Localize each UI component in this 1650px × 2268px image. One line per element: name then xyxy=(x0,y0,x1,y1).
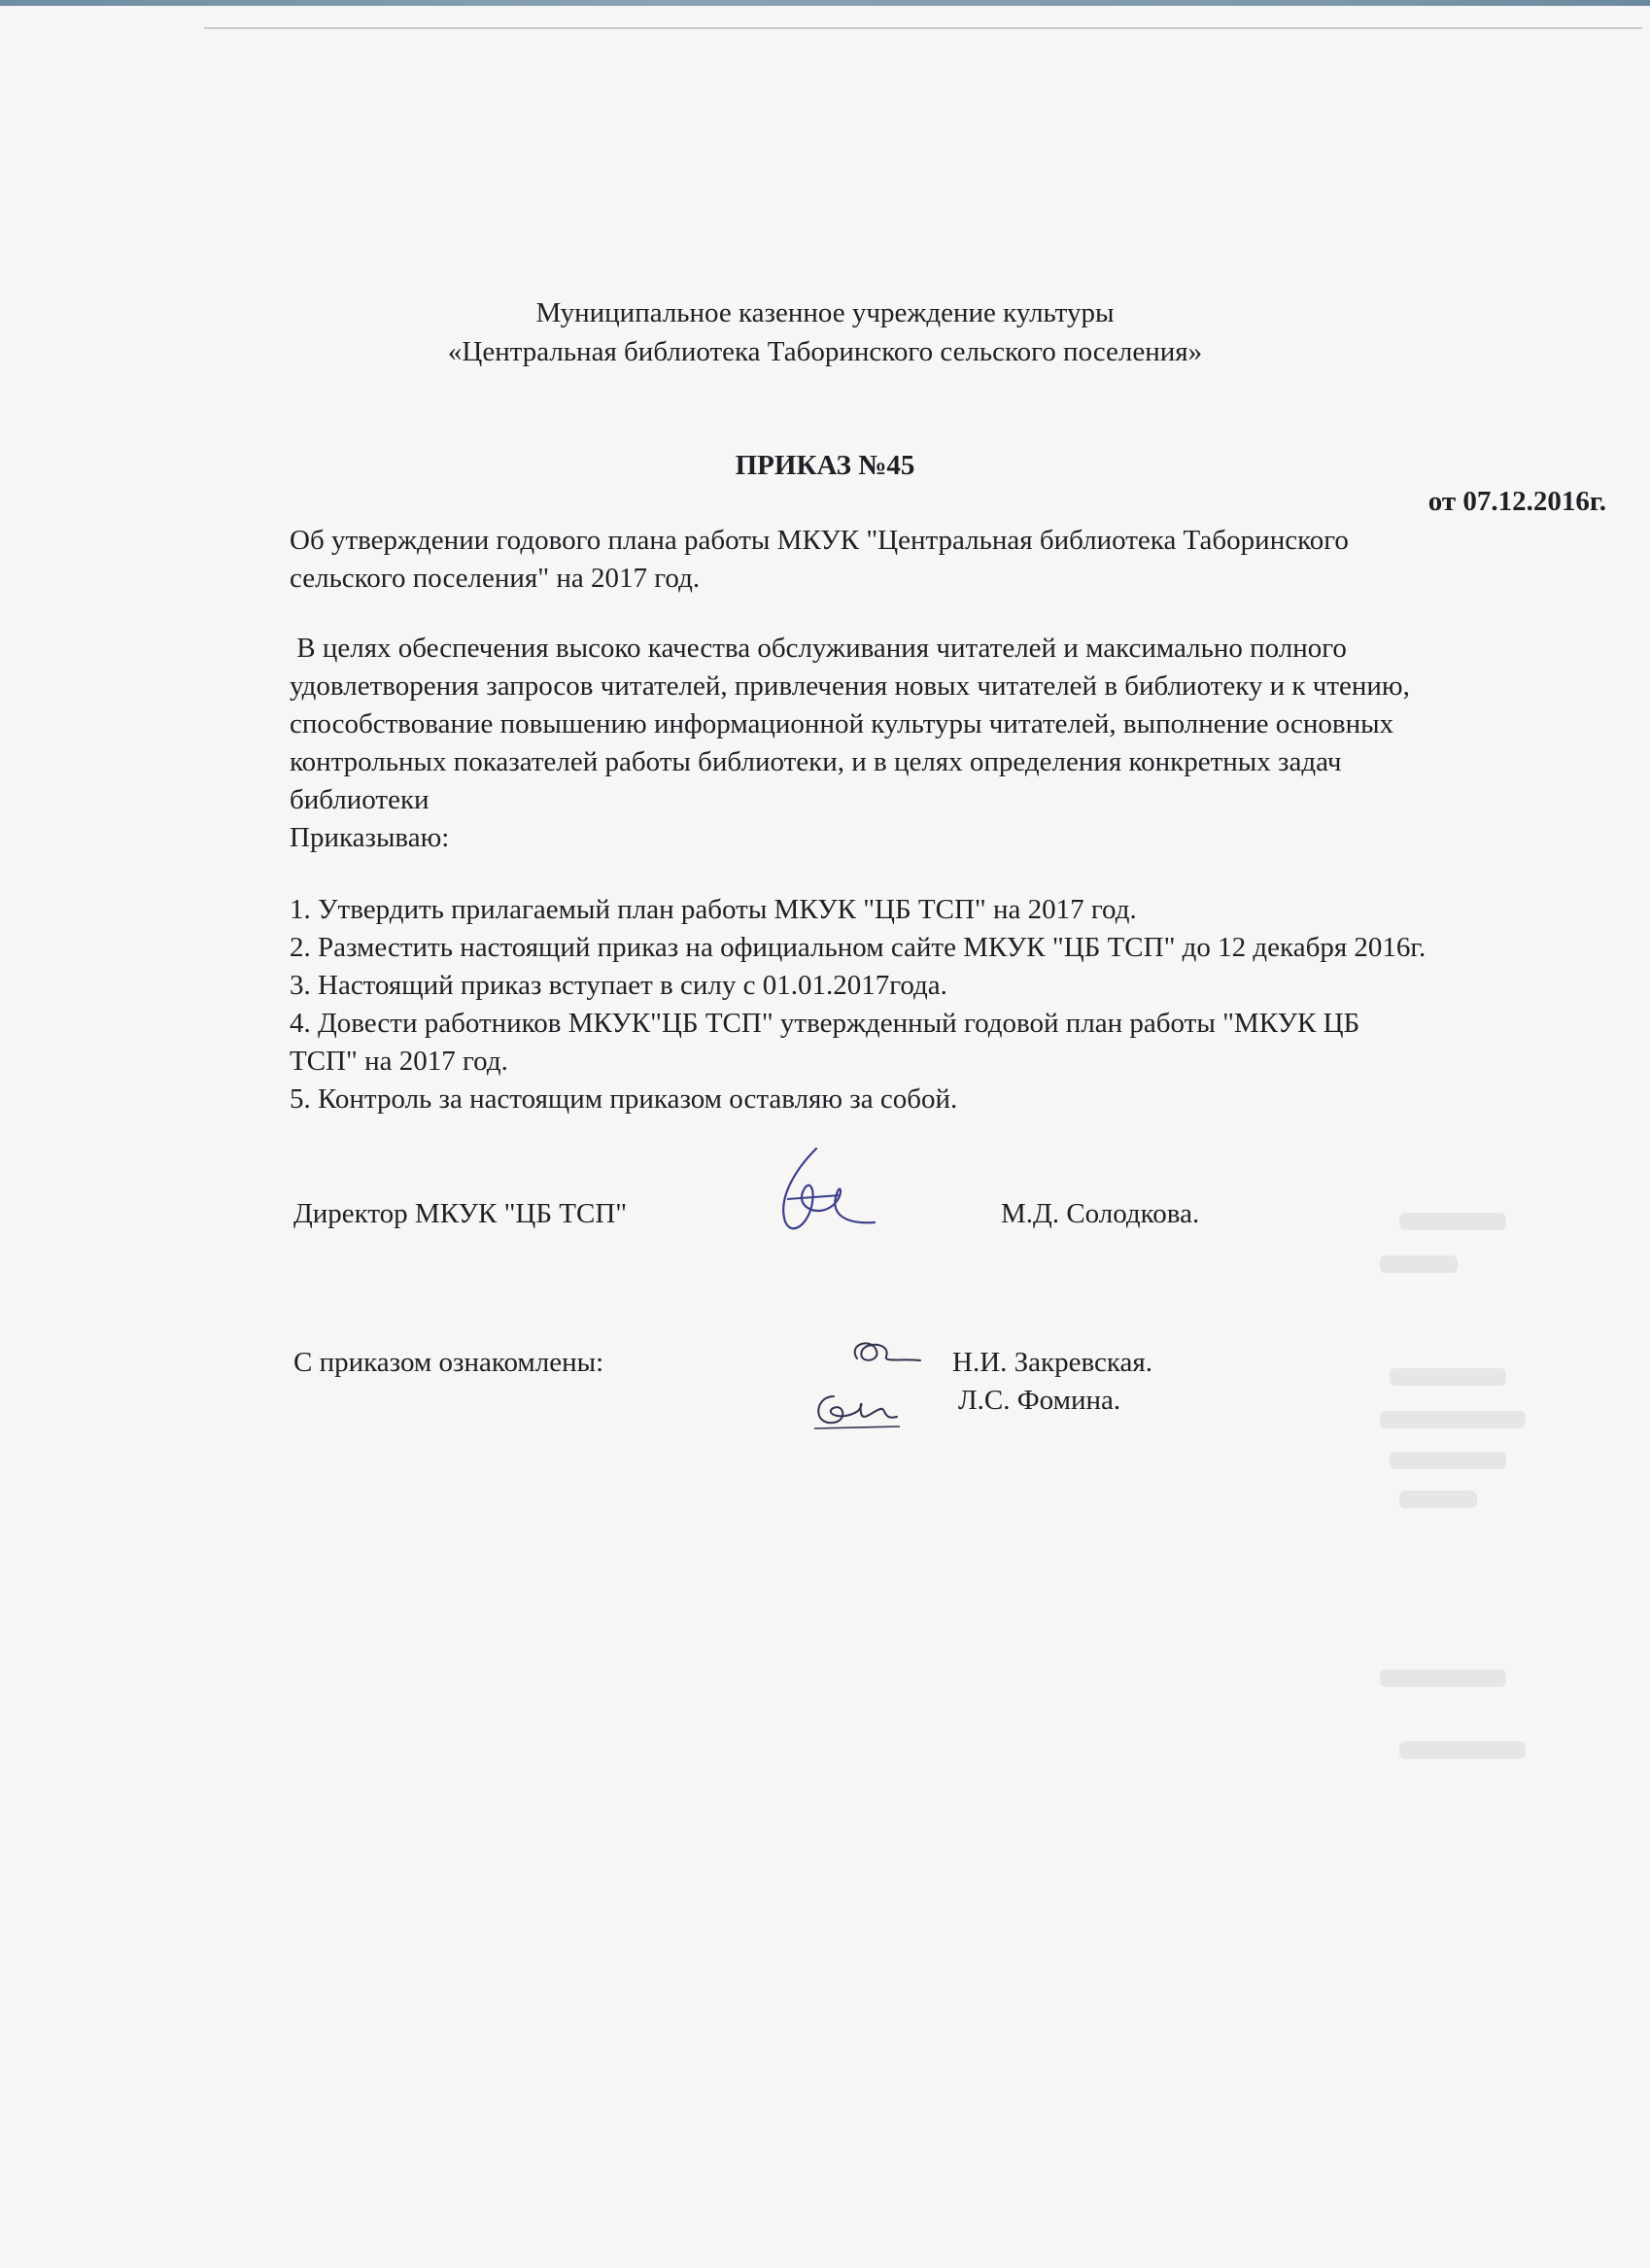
acknowledged-label: С приказом ознакомлены: xyxy=(293,1347,604,1378)
scan-top-line xyxy=(204,27,1642,29)
preamble-line: контрольных показателей работы библиотеки, и в целях определения конкретных задач xyxy=(290,746,1342,777)
bleed-through-mark xyxy=(1380,1411,1526,1428)
order-item: 5. Контроль за настоящим приказом оставляю за собой. xyxy=(290,1083,958,1115)
scan-edge xyxy=(0,0,1650,6)
order-title: ПРИКАЗ №45 xyxy=(735,450,915,481)
preamble xyxy=(290,630,1621,857)
bleed-through-mark xyxy=(1399,1213,1506,1230)
preamble-line: библиотеки xyxy=(290,784,430,815)
order-date: от 07.12.2016г. xyxy=(1427,486,1606,517)
preamble-line: В целях обеспечения высоко качества обслуживания читателей и максимально полного xyxy=(290,633,1347,664)
order-item: 3. Настоящий приказ вступает в силу с 01.01.2017года. xyxy=(290,970,947,1001)
acknowledged-name: Л.С. Фомина. xyxy=(958,1385,1121,1416)
order-item: 1. Утвердить прилагаемый план работы МКУК "ЦБ ТСП" на 2017 год. xyxy=(290,894,1137,925)
order-items xyxy=(290,891,1621,1118)
preamble-line: удовлетворения запросов читателей, привлечения новых читателей в библиотеку и к чтению, xyxy=(290,670,1410,702)
director-name: М.Д. Солодкова. xyxy=(1001,1198,1200,1229)
acknowledged-name: Н.И. Закревская. xyxy=(952,1347,1153,1378)
order-item: 4. Довести работников МКУК"ЦБ ТСП" утвержденный годовой план работы "МКУК ЦБ xyxy=(290,1008,1360,1039)
order-item: 2. Разместить настоящий приказ на официальном сайте МКУК "ЦБ ТСП" до 12 декабря 2016г. xyxy=(290,932,1427,963)
decree-word: Приказываю: xyxy=(290,822,450,853)
bleed-through-mark xyxy=(1380,1255,1458,1273)
bleed-through-mark xyxy=(1390,1452,1506,1469)
bleed-through-mark xyxy=(1380,1669,1506,1687)
preamble-line: способствование повышению информационной культуры читателей, выполнение основных xyxy=(290,708,1394,739)
bleed-through-mark xyxy=(1390,1368,1506,1386)
employee-signature xyxy=(805,1382,911,1440)
bleed-through-mark xyxy=(1399,1741,1526,1759)
employee-signature xyxy=(838,1329,925,1378)
order-subject-line: Об утверждении годового плана работы МКУК "Центральная библиотека Таборинского xyxy=(290,525,1349,556)
org-name-line2: «Центральная библиотека Таборинского сельского поселения» xyxy=(447,336,1203,367)
director-position: Директор МКУК "ЦБ ТСП" xyxy=(293,1198,628,1229)
order-item-continuation: ТСП" на 2017 год. xyxy=(290,1046,508,1077)
order-subject xyxy=(290,522,1621,598)
bleed-through-mark xyxy=(1399,1491,1477,1508)
org-name-line1: Муниципальное казенное учреждение культуры xyxy=(535,297,1115,328)
order-subject-line: сельского поселения" на 2017 год. xyxy=(290,563,701,594)
director-signature xyxy=(758,1139,894,1246)
